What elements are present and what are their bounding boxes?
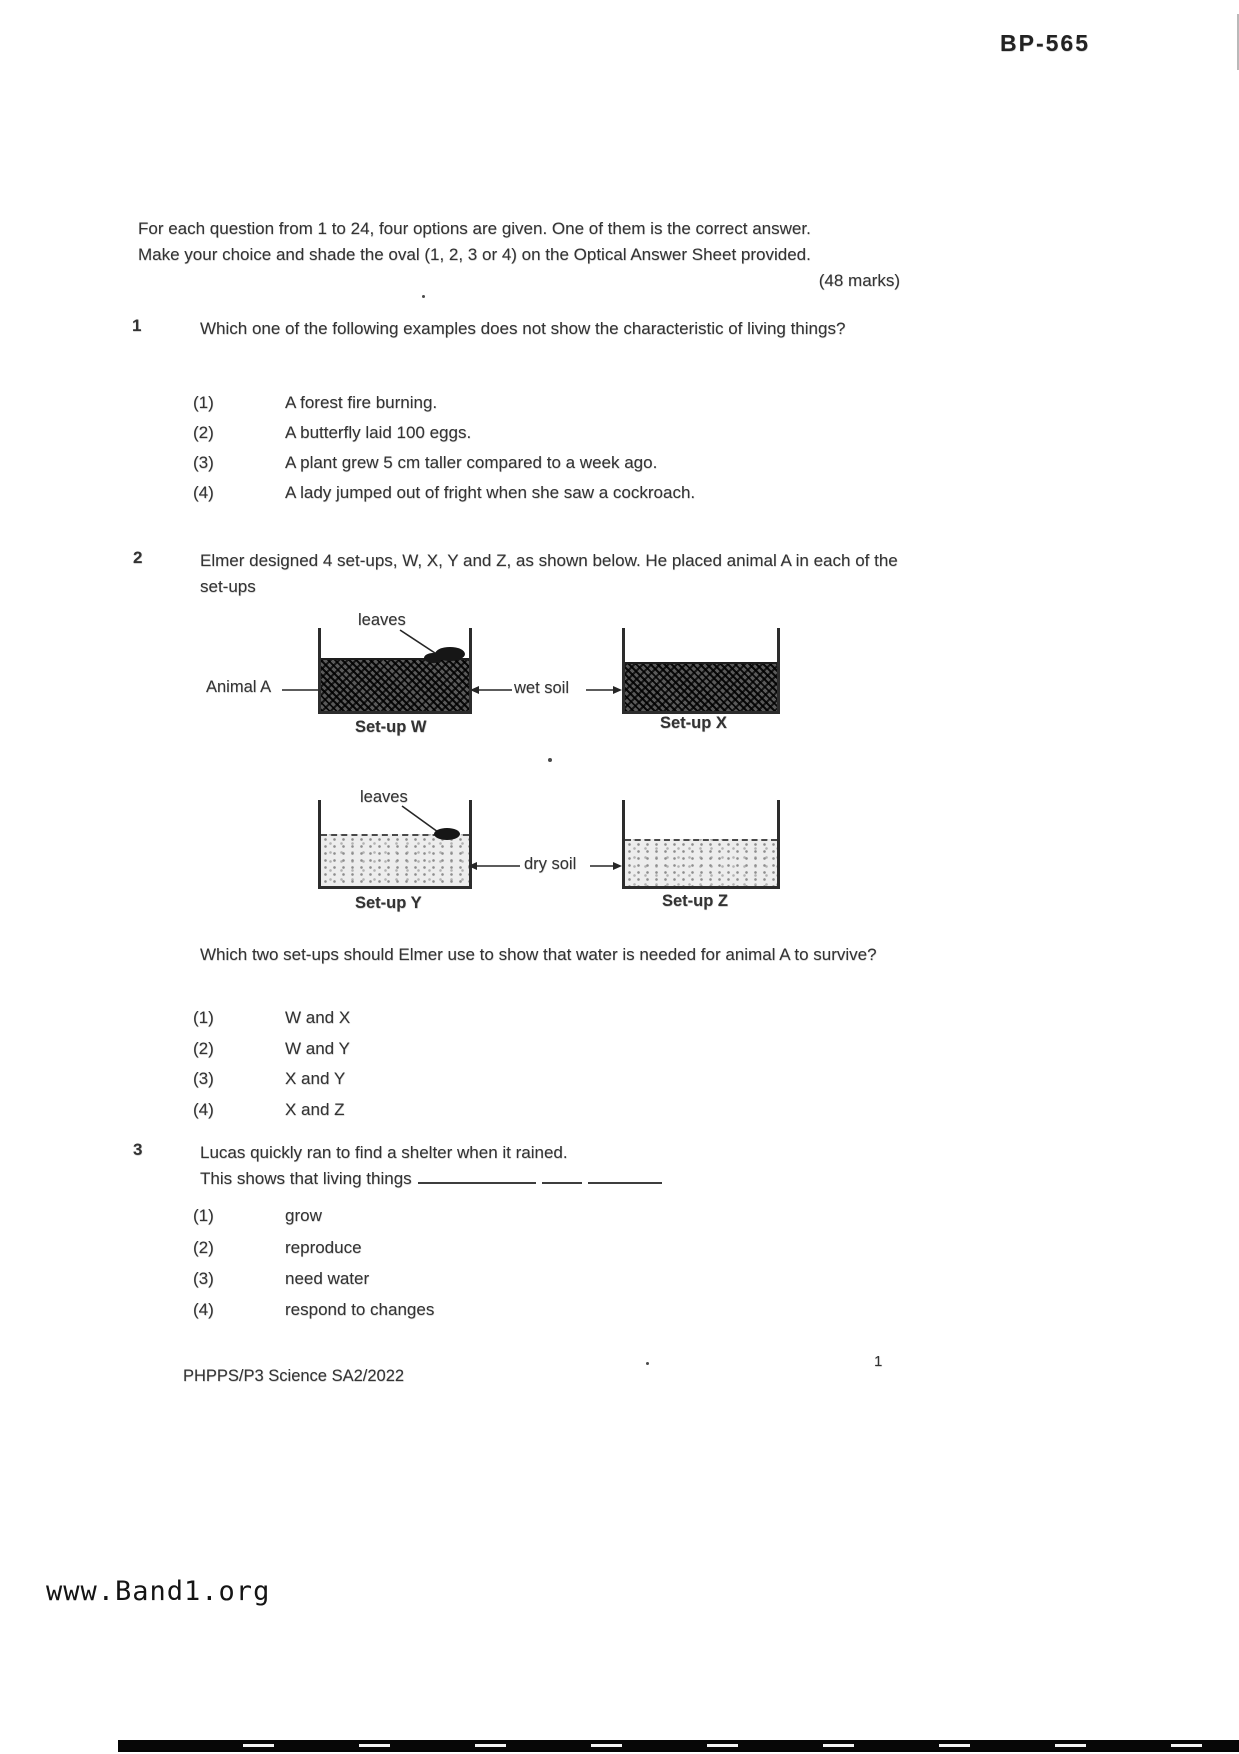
q1-option-4-text: A lady jumped out of fright when she saw a cockroach. [285, 483, 696, 502]
question-1-text: Which one of the following examples does not show the characteristic of living things? [200, 319, 846, 338]
animal-a-label: Animal A [206, 678, 272, 696]
setup-z-label: Set-up Z [662, 892, 728, 910]
watermark-url: www.Band1.org [46, 1576, 271, 1607]
q2-option-2-label: (2) [193, 1039, 214, 1058]
q1-option-3-text: A plant grew 5 cm taller compared to a week ago. [285, 453, 658, 472]
setup-z-container [622, 800, 780, 889]
instructions-line2: Make your choice and shade the oval (1, 2, 3 or 4) on the Optical Answer Sheet provided. [138, 245, 811, 264]
question-3-text-continued [200, 1166, 920, 1192]
setup-y-label: Set-up Y [355, 894, 422, 912]
q2-option-4-label: (4) [193, 1100, 214, 1119]
scan-artifact-dot [548, 758, 552, 762]
answer-blank-line [588, 1168, 662, 1184]
answer-blank-line [542, 1168, 582, 1184]
scan-artifact-dot [646, 1362, 649, 1365]
question-1-number: 1 [132, 316, 142, 335]
dry-soil-y [321, 834, 469, 886]
q3-option-4-text: respond to changes [285, 1300, 435, 1319]
q3-option-2-label: (2) [193, 1238, 214, 1257]
setup-w-container [318, 628, 472, 714]
question-2-number: 2 [133, 548, 143, 567]
answer-blank-line [418, 1168, 536, 1184]
q3-option-3-label: (3) [193, 1269, 214, 1288]
diagram-connector-lines [0, 608, 1239, 920]
q1-option-4-label: (4) [193, 483, 214, 502]
q2-option-4-text: X and Z [285, 1100, 345, 1119]
q2-option-1-label: (1) [193, 1008, 214, 1027]
q2-option-3-text: X and Y [285, 1069, 346, 1088]
setups-diagram [0, 608, 1239, 920]
document-code: BP-565 [1000, 30, 1090, 56]
q3-option-3-text: need water [285, 1269, 370, 1288]
wet-soil-label: wet soil [514, 679, 570, 697]
wet-soil-x [625, 662, 777, 711]
page-number: 1 [874, 1353, 883, 1370]
setup-w-label: Set-up W [355, 718, 427, 736]
q1-option-1-text: A forest fire burning. [285, 393, 438, 412]
scan-artifact-dot [422, 295, 425, 298]
question-3-text: Lucas quickly ran to find a shelter when it rained. [200, 1143, 568, 1162]
question-3-number: 3 [133, 1140, 143, 1159]
scan-edge-bar [118, 1740, 1239, 1752]
q1-option-3-label: (3) [193, 453, 214, 472]
q3-option-2-text: reproduce [285, 1238, 362, 1257]
q2-option-3-label: (3) [193, 1069, 214, 1088]
footer-document-id: PHPPS/P3 Science SA2/2022 [183, 1367, 405, 1385]
q3-sentence-stem: This shows that living things [200, 1169, 412, 1188]
setup-x-container [622, 628, 780, 714]
instructions-block [138, 216, 900, 294]
marks-note: (48 marks) [818, 271, 900, 290]
q2-option-1-text: W and X [285, 1008, 351, 1027]
scan-edge-dashes [158, 1744, 1227, 1747]
q3-option-4-label: (4) [193, 1300, 214, 1319]
q3-option-1-label: (1) [193, 1206, 214, 1225]
wet-soil-w [321, 658, 469, 711]
dry-soil-label: dry soil [524, 855, 577, 873]
instructions-line1: For each question from 1 to 24, four options are given. One of them is the correct answer. [138, 219, 811, 238]
setup-x-label: Set-up X [660, 714, 727, 732]
question-2-subtext: Which two set-ups should Elmer use to show that water is needed for animal A to survive? [200, 945, 877, 964]
q1-option-1-label: (1) [193, 393, 214, 412]
dry-soil-z [625, 839, 777, 886]
q1-option-2-label: (2) [193, 423, 214, 442]
leaves-label-bottom: leaves [360, 788, 408, 806]
q2-option-2-text: W and Y [285, 1039, 350, 1058]
leaves-label-top: leaves [358, 611, 406, 629]
question-2-text: Elmer designed 4 set-ups, W, X, Y and Z, as shown below. He placed animal A in each of the set-ups [200, 551, 898, 596]
setup-y-container [318, 800, 472, 889]
q3-option-1-text: grow [285, 1206, 322, 1225]
q1-option-2-text: A butterfly laid 100 eggs. [285, 423, 472, 442]
